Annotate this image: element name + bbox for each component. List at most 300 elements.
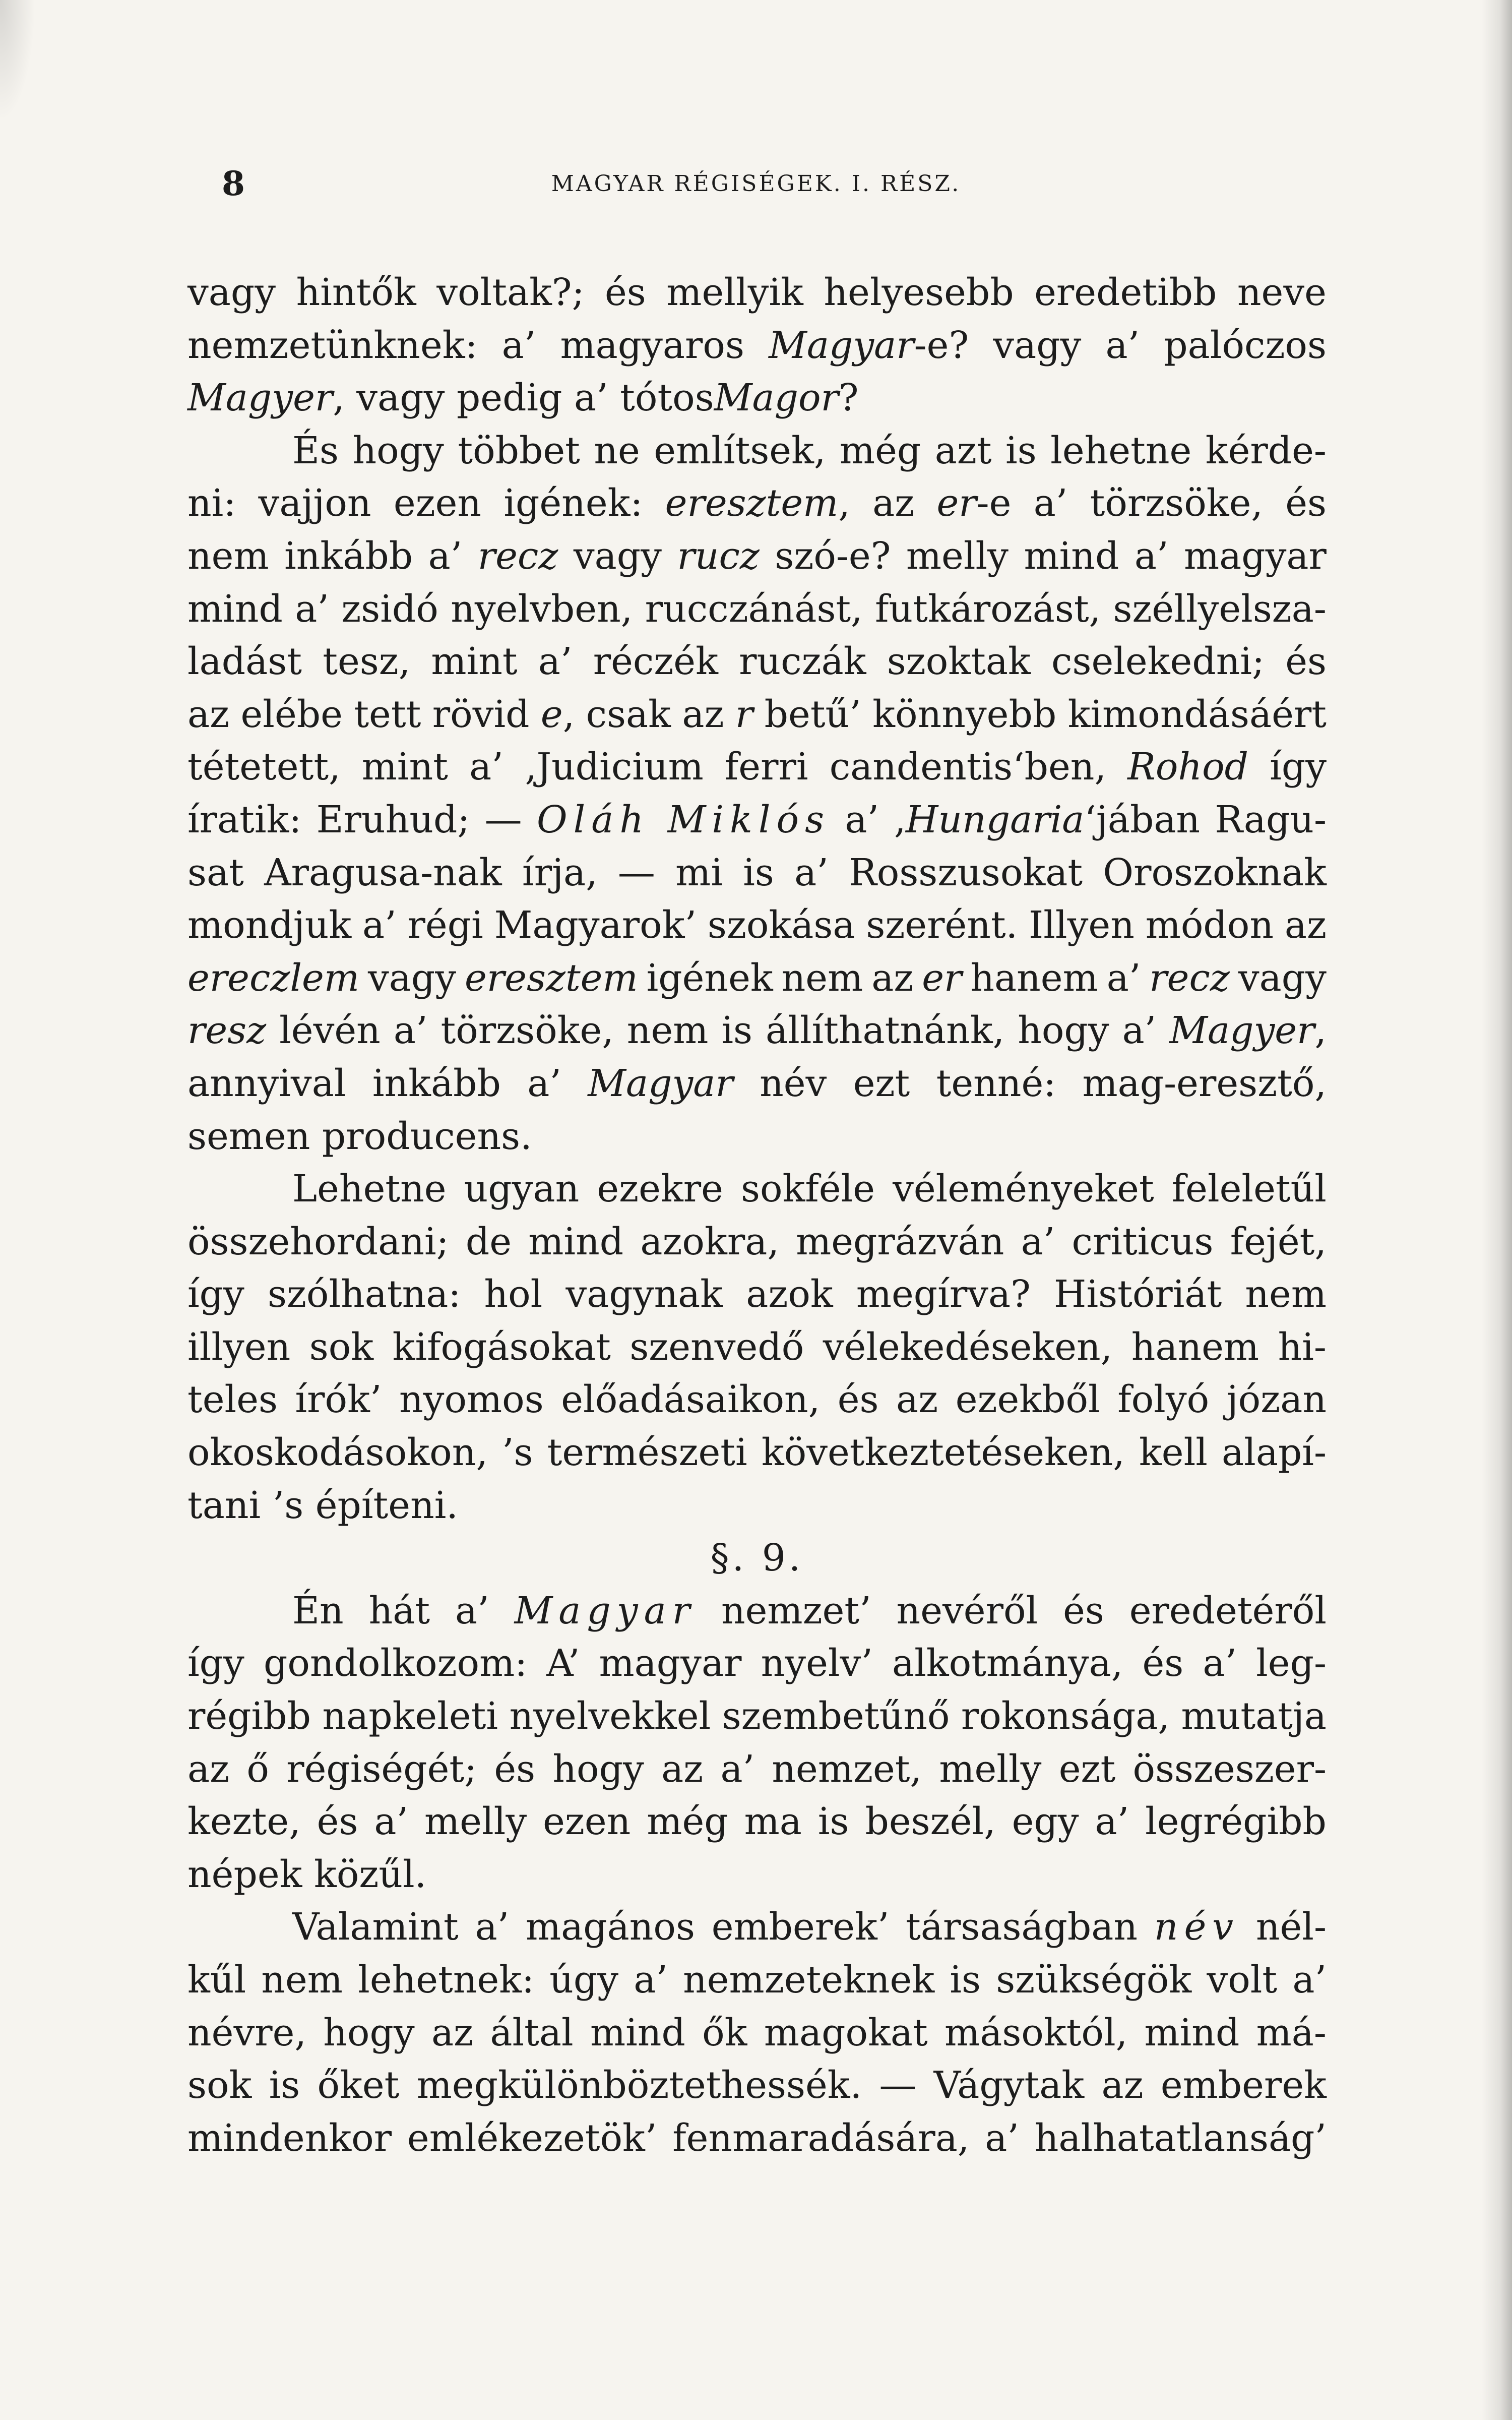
word: megkülönböztethessék.	[416, 2064, 862, 2107]
word: is	[721, 1009, 753, 1053]
text-line	[187, 1954, 1327, 2007]
word: módon	[1145, 903, 1274, 947]
word: Vágytak	[933, 2064, 1085, 2107]
text-line	[187, 1321, 1327, 1374]
word: sat	[187, 851, 244, 894]
word: és	[1285, 481, 1327, 525]
word: nyelv’	[761, 1642, 873, 1685]
word: azok	[746, 1273, 833, 1316]
word: tesz,	[323, 640, 411, 684]
word: megrázván	[796, 1220, 1004, 1263]
word: józan	[1226, 1378, 1327, 1422]
text-run: tani ’s építeni.	[187, 1483, 458, 1527]
word: a’	[794, 851, 829, 894]
word: az	[872, 481, 915, 525]
word: a’	[1095, 1800, 1129, 1844]
word: a’	[455, 1589, 489, 1632]
word-group	[894, 794, 1200, 846]
emphasized-text: Oláh Miklós	[536, 798, 831, 841]
word: nem	[187, 534, 269, 578]
word: az	[187, 692, 230, 736]
word: halhatatlanság’	[1034, 2116, 1327, 2160]
emphasized-text: név	[1154, 1905, 1240, 1949]
word: vagy	[573, 534, 662, 578]
word: mint	[431, 640, 518, 684]
word: hogy	[323, 2011, 415, 2054]
word: nemzeteknek	[683, 1958, 935, 2002]
word: nél-	[1255, 1905, 1327, 1949]
word: nyelvekkel	[509, 1695, 711, 1738]
running-head: MAGYAR RÉGISÉGEK. I. RÉSZ.	[551, 171, 961, 197]
word: ferri	[724, 745, 808, 789]
word: a’	[475, 1905, 510, 1949]
emphasized-text: Rohod	[1127, 745, 1248, 789]
word: Históriát	[1053, 1273, 1222, 1316]
word: törzsöke,	[1090, 481, 1263, 525]
word: -e?	[914, 323, 969, 367]
text-line	[187, 1110, 1327, 1163]
word: egy	[1012, 1800, 1079, 1844]
page-edge-shadow-right	[1482, 0, 1512, 2420]
text-line	[187, 1690, 1327, 1743]
word: úgy	[549, 1958, 619, 2002]
word: névre,	[187, 2011, 306, 2054]
word: ma	[744, 1800, 802, 1844]
word: szokása	[707, 903, 855, 947]
word: hol	[484, 1273, 543, 1316]
word: ruczák	[739, 640, 866, 684]
word: így	[187, 1273, 244, 1316]
word: vagy	[187, 271, 276, 314]
word: alkotmánya,	[892, 1642, 1123, 1685]
word: régi	[407, 903, 483, 947]
emphasized-text: Magor	[714, 376, 839, 420]
word: és	[494, 1747, 536, 1791]
word: a’	[469, 745, 503, 789]
word: sok	[187, 2064, 252, 2107]
word: mindenkor	[187, 2116, 392, 2160]
word: mind	[528, 1220, 624, 1263]
text-line	[187, 530, 1327, 583]
word-group	[541, 688, 575, 741]
text-line	[187, 899, 1327, 952]
word: szükségök	[996, 1958, 1192, 2002]
word: És	[292, 429, 339, 472]
word: azokra,	[640, 1220, 779, 1263]
word: ‚	[894, 798, 906, 841]
word: igének:	[503, 481, 643, 525]
word: a’	[428, 534, 463, 578]
word: candentis‘ben,	[829, 745, 1106, 789]
word: a’	[1134, 534, 1169, 578]
word: —	[484, 798, 522, 841]
word: rövid	[432, 692, 530, 736]
word: betű’	[764, 692, 861, 736]
word: is	[817, 1800, 849, 1844]
text-line	[187, 583, 1327, 636]
word: többet	[458, 429, 580, 472]
word: nyomos	[399, 1378, 544, 1422]
word: hát	[368, 1589, 430, 1632]
word: vagy	[1238, 956, 1327, 1000]
word: és	[1142, 1642, 1184, 1685]
word: mondjuk	[187, 903, 352, 947]
word: a’	[845, 798, 879, 841]
word: azt	[934, 429, 992, 472]
word: és	[1063, 1589, 1104, 1632]
text-run: ?	[838, 376, 859, 420]
word: kimondásáért	[1067, 692, 1327, 736]
word: illyen	[187, 1325, 291, 1369]
word: Magyarok’	[494, 903, 697, 947]
word: hogy	[552, 1747, 644, 1791]
word: lehetne	[1050, 429, 1192, 472]
word: is	[1005, 429, 1037, 472]
word: vagynak	[565, 1273, 723, 1316]
word: mind	[187, 587, 283, 631]
word: az	[682, 692, 724, 736]
word: de	[465, 1220, 512, 1263]
word: a’	[1203, 1642, 1237, 1685]
word: törzsöke,	[440, 1009, 614, 1053]
word: az	[431, 2011, 474, 2054]
word: ,	[562, 692, 575, 736]
text-line	[187, 2059, 1327, 2112]
word: írók’	[295, 1378, 382, 1422]
word: criticus	[1072, 1220, 1214, 1263]
text-line	[187, 1585, 1327, 1638]
word: rucczánást,	[645, 587, 863, 631]
text-line	[187, 741, 1327, 794]
word: vajjon	[258, 481, 371, 525]
section-number: §. 9.	[710, 1536, 804, 1580]
word: Illyen	[1029, 903, 1135, 947]
word: lévén	[279, 1009, 381, 1053]
word: az	[871, 956, 914, 1000]
word: helyesebb	[824, 271, 1014, 314]
text-line	[187, 1004, 1327, 1057]
text-line	[187, 688, 1327, 741]
text-line	[187, 1268, 1327, 1321]
word: így	[187, 1642, 244, 1685]
word: sok	[309, 1325, 374, 1369]
emphasized-text: resz	[187, 1009, 267, 1053]
word: magyar	[1183, 534, 1327, 578]
word: így	[1270, 745, 1327, 789]
emphasized-text: er	[936, 481, 977, 525]
word: szólhatna:	[267, 1273, 461, 1316]
word: Oroszoknak	[1103, 851, 1327, 894]
text-line	[187, 1479, 1327, 1532]
word: állíthatnánk,	[766, 1009, 1005, 1053]
word: is	[950, 1958, 981, 2002]
emphasized-text: er	[922, 956, 962, 1000]
word: vagy	[367, 956, 457, 1000]
text-line	[187, 319, 1327, 372]
word: ni:	[187, 481, 236, 525]
word: a’	[362, 903, 397, 947]
word-group	[665, 477, 850, 530]
word: magokat	[764, 2011, 928, 2054]
word: is	[743, 851, 774, 894]
emphasized-text: ereczlem	[187, 956, 360, 1000]
word: kérde-	[1205, 429, 1327, 472]
word: összehordani;	[187, 1220, 449, 1263]
word: futkározást,	[875, 587, 1101, 631]
word: könnyebb	[872, 692, 1057, 736]
text-line	[187, 1637, 1327, 1690]
word: emlékezetök’	[407, 2116, 657, 2160]
word: őket	[317, 2064, 400, 2107]
word-group	[769, 319, 969, 372]
word: kűl	[187, 1958, 246, 2002]
word: nem	[781, 956, 863, 1000]
word: Rosszusokat	[849, 851, 1083, 894]
word: emberek	[1160, 2064, 1327, 2107]
word: leg-	[1256, 1642, 1327, 1685]
word: széllyelsza-	[1113, 587, 1327, 631]
word: mind	[590, 2011, 685, 2054]
word: másoktól,	[944, 2011, 1128, 2054]
word: a’	[1033, 481, 1068, 525]
word: mind	[1024, 534, 1119, 578]
word: ’s	[502, 1431, 533, 1475]
word: mi	[675, 851, 723, 894]
word: ezen	[543, 1800, 631, 1844]
word: a’	[985, 2116, 1019, 2160]
word: összeszer-	[1132, 1747, 1327, 1791]
word: magyaros	[560, 323, 744, 367]
word: ‘jában	[1084, 798, 1201, 841]
emphasized-text: r	[735, 692, 753, 736]
word: és	[837, 1378, 879, 1422]
emphasized-text: eresztem	[465, 956, 638, 1000]
word: melly	[939, 1747, 1042, 1791]
word: tett	[354, 692, 421, 736]
text-run: ,	[1314, 1009, 1327, 1053]
word: mutatja	[1181, 1695, 1327, 1738]
word: cselekedni;	[1051, 640, 1265, 684]
word: annyival	[187, 1061, 346, 1105]
word: csak	[586, 692, 671, 736]
word: az	[1101, 2064, 1144, 2107]
word: szembetűnő	[722, 1695, 950, 1738]
word: a’	[720, 1747, 755, 1791]
emphasized-text: Magyar	[769, 323, 914, 367]
word: ezt	[853, 1061, 910, 1105]
text-line	[187, 952, 1327, 1005]
word: hanem	[970, 956, 1098, 1000]
word: előadásaikon,	[561, 1378, 821, 1422]
text-run: népek közűl.	[187, 1852, 427, 1896]
word: legrégibb	[1145, 1800, 1327, 1844]
word: mellyik	[666, 271, 803, 314]
word: zsidó	[341, 587, 438, 631]
word: még	[839, 429, 921, 472]
word: ugyan	[464, 1167, 580, 1211]
word: ‚Judicium	[524, 745, 704, 789]
word: íratik:	[187, 798, 302, 841]
text-run: semen producens.	[187, 1114, 532, 1158]
section-heading	[187, 1532, 1327, 1585]
word: napkeleti	[322, 1695, 498, 1738]
text-line	[187, 2007, 1327, 2060]
word: —	[617, 851, 655, 894]
word: Aragusa-nak	[264, 851, 502, 894]
word: által	[490, 2011, 574, 2054]
word: nyelvben,	[451, 587, 633, 631]
word: régiségét;	[286, 1747, 477, 1791]
word: má-	[1256, 2011, 1327, 2054]
word: ezekből	[955, 1378, 1100, 1422]
word: a’	[1021, 1220, 1055, 1263]
body-text	[187, 266, 1327, 2164]
page-edge-shadow-left	[0, 0, 35, 121]
word: neve	[1237, 271, 1327, 314]
word: nemzet’	[721, 1589, 871, 1632]
word: -e	[976, 481, 1012, 525]
word: eredetibb	[1034, 271, 1217, 314]
word: feleletűl	[1171, 1167, 1327, 1211]
word: nem	[261, 1958, 343, 2002]
word: melly	[424, 1800, 527, 1844]
word: természeti	[547, 1431, 747, 1475]
word: a’	[295, 587, 329, 631]
word: kell	[1139, 1431, 1208, 1475]
word: nemzetünknek:	[187, 323, 478, 367]
emphasized-text: Hungaria	[905, 798, 1085, 841]
word: az	[1284, 903, 1327, 947]
word: hogy	[1018, 1009, 1109, 1053]
word: fenmaradására,	[672, 2116, 970, 2160]
word: a’	[527, 1061, 561, 1105]
text-line	[187, 2112, 1327, 2165]
word: véleményeket	[893, 1167, 1154, 1211]
word: ők	[702, 2011, 747, 2054]
word: név	[760, 1061, 827, 1105]
text-run: , vagy pedig a’ tótos	[333, 376, 714, 420]
word: a’	[1105, 323, 1140, 367]
word: magyar	[599, 1642, 742, 1685]
word: a’	[538, 640, 573, 684]
word: és	[1285, 640, 1327, 684]
text-line	[187, 635, 1327, 688]
emphasized-text: e	[540, 692, 563, 736]
word-group	[1169, 1004, 1327, 1057]
text-line	[187, 425, 1327, 477]
word: a’	[634, 1958, 668, 2002]
page-header	[0, 164, 1512, 204]
emphasized-text: recz	[1149, 956, 1230, 1000]
text-line	[187, 477, 1327, 530]
emphasized-text: rucz	[677, 534, 760, 578]
text-line	[187, 794, 1327, 846]
word: inkább	[372, 1061, 501, 1105]
word: és	[317, 1800, 358, 1844]
word: a’	[1106, 956, 1141, 1000]
word: az	[187, 1747, 230, 1791]
word: Eruhud;	[316, 798, 470, 841]
word: mint	[361, 745, 448, 789]
text-line	[187, 1743, 1327, 1796]
word: palóczos	[1164, 323, 1327, 367]
word: nem	[626, 1009, 709, 1053]
word: emberek’	[711, 1905, 890, 1949]
word: ezen	[393, 481, 482, 525]
word: sokféle	[740, 1167, 875, 1211]
word: tenné:	[936, 1061, 1056, 1105]
word: hanem	[1131, 1325, 1259, 1369]
word: elébe	[240, 692, 343, 736]
word: kifogásokat	[392, 1325, 611, 1369]
word: megírva?	[856, 1273, 1031, 1316]
word: inkább	[284, 534, 413, 578]
word: ne	[594, 429, 640, 472]
word: nevéről	[896, 1589, 1038, 1632]
word: a’	[501, 323, 536, 367]
word: gondolkozom:	[263, 1642, 528, 1685]
word: is	[269, 2064, 300, 2107]
word: az	[896, 1378, 938, 1422]
word: teles	[187, 1378, 278, 1422]
word: eredetéről	[1129, 1589, 1327, 1632]
word: a’	[1292, 1958, 1327, 2002]
word: nem	[1245, 1273, 1327, 1316]
text-line	[187, 1057, 1327, 1110]
word: ,	[838, 481, 850, 525]
text-line	[187, 1426, 1327, 1479]
word: magános	[525, 1905, 695, 1949]
word: régibb	[187, 1695, 311, 1738]
word: hintők	[296, 271, 416, 314]
text-line	[187, 266, 1327, 319]
word: szenvedő	[629, 1325, 804, 1369]
word: a’	[374, 1800, 409, 1844]
word: ladást	[187, 640, 302, 684]
word: voltak?;	[436, 271, 585, 314]
word: Valamint	[292, 1905, 459, 1949]
word: kezte,	[187, 1800, 301, 1844]
word: —	[879, 2064, 917, 2107]
word: következtetéseken,	[761, 1431, 1125, 1475]
word: okoskodásokon,	[187, 1431, 488, 1475]
word-group	[936, 477, 1011, 530]
word: írja,	[522, 851, 598, 894]
emphasized-text: recz	[477, 534, 558, 578]
emphasized-text: Magyer	[187, 376, 333, 420]
word: említsek,	[654, 429, 826, 472]
text-line	[187, 1216, 1327, 1268]
word: szó-e?	[775, 534, 891, 578]
word: A’	[546, 1642, 580, 1685]
word: Ragu-	[1215, 798, 1327, 841]
word: beszél,	[865, 1800, 996, 1844]
text-line	[187, 846, 1327, 899]
text-line	[187, 372, 1327, 425]
word: mag-eresztő,	[1082, 1061, 1327, 1105]
word: Lehetne	[292, 1167, 447, 1211]
text-line	[187, 1795, 1327, 1848]
text-line	[187, 1848, 1327, 1901]
word: réczék	[593, 640, 718, 684]
word: rokonsága,	[961, 1695, 1170, 1738]
word: ő	[246, 1747, 269, 1791]
word: az	[661, 1747, 704, 1791]
word: hogy	[352, 429, 444, 472]
emphasized-text: Magyar	[514, 1589, 697, 1632]
page-number: 8	[222, 164, 245, 203]
word: lehetnek:	[358, 1958, 535, 2002]
